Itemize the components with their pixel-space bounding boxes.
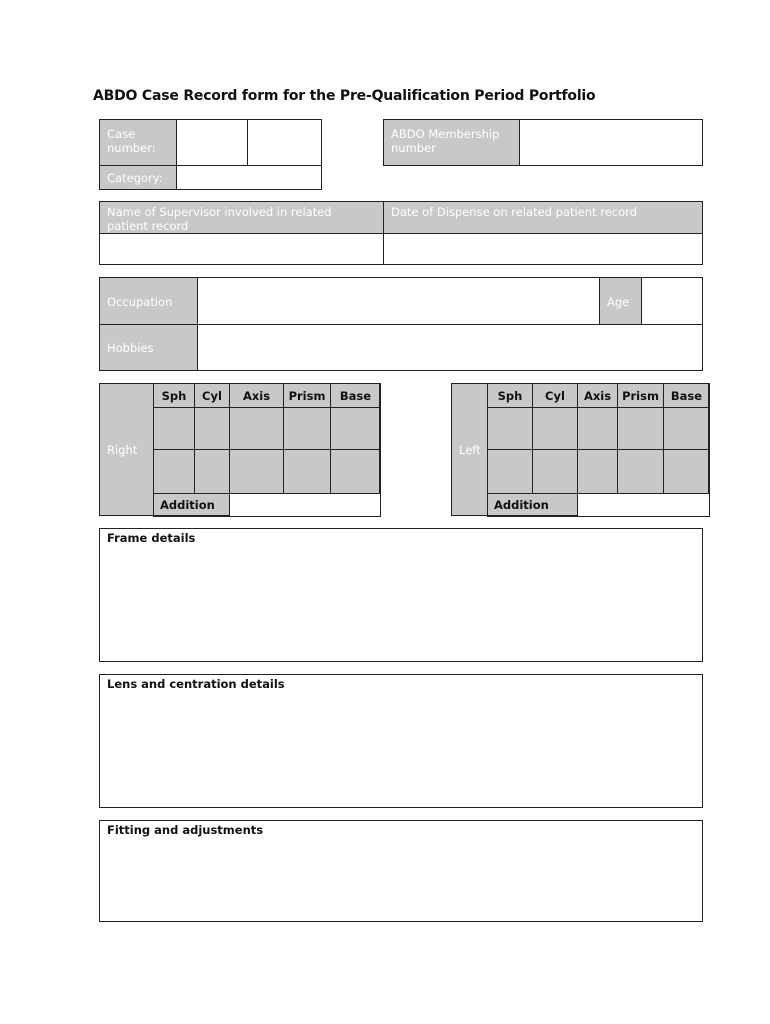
membership-field[interactable] xyxy=(520,120,702,165)
frame-details-box[interactable] xyxy=(99,528,703,662)
right-prism-1[interactable] xyxy=(284,408,331,450)
left-cyl-2[interactable] xyxy=(533,450,578,494)
lens-centration-box[interactable] xyxy=(99,674,703,808)
dispense-date-field[interactable] xyxy=(384,234,702,264)
dispense-label: Date of Dispense on related patient record xyxy=(384,202,702,233)
occupation-field[interactable] xyxy=(198,278,599,324)
left-axis-1[interactable] xyxy=(578,408,618,450)
fitting-adjustments-label: Fitting and adjustments xyxy=(107,823,264,837)
case-number-label: Case number: xyxy=(100,120,176,165)
right-base-2[interactable] xyxy=(331,450,381,494)
left-addition-field[interactable] xyxy=(578,494,710,517)
right-cyl-1[interactable] xyxy=(195,408,230,450)
right-base-1[interactable] xyxy=(331,408,381,450)
hobbies-label: Hobbies xyxy=(100,325,197,370)
occupation-label: Occupation xyxy=(100,278,197,324)
right-addition-field[interactable] xyxy=(230,494,381,517)
col-axis: Axis xyxy=(578,384,618,408)
left-prism-2[interactable] xyxy=(618,450,664,494)
page-title: ABDO Case Record form for the Pre-Qualification Period Portfolio xyxy=(93,88,596,104)
left-eye-label: Left xyxy=(459,443,481,457)
col-cyl: Cyl xyxy=(533,384,578,408)
col-sph: Sph xyxy=(154,384,195,408)
col-base: Base xyxy=(331,384,381,408)
lens-centration-label: Lens and centration details xyxy=(107,677,285,691)
case-number-field-1[interactable] xyxy=(177,120,247,165)
fitting-adjustments-box[interactable] xyxy=(99,820,703,922)
right-prescription-table xyxy=(153,383,381,517)
category-field[interactable] xyxy=(177,166,321,189)
left-base-1[interactable] xyxy=(664,408,710,450)
left-prescription-table xyxy=(487,383,710,517)
col-axis: Axis xyxy=(230,384,284,408)
right-eye-label: Right xyxy=(107,443,138,457)
left-axis-2[interactable] xyxy=(578,450,618,494)
col-prism: Prism xyxy=(618,384,664,408)
left-addition-label: Addition xyxy=(488,494,578,517)
left-sph-2[interactable] xyxy=(488,450,533,494)
age-label: Age xyxy=(600,278,641,324)
right-axis-2[interactable] xyxy=(230,450,284,494)
right-addition-label: Addition xyxy=(154,494,230,517)
col-cyl: Cyl xyxy=(195,384,230,408)
col-base: Base xyxy=(664,384,710,408)
right-sph-2[interactable] xyxy=(154,450,195,494)
left-cyl-1[interactable] xyxy=(533,408,578,450)
supervisor-field[interactable] xyxy=(100,234,383,264)
age-field[interactable] xyxy=(642,278,702,324)
left-base-2[interactable] xyxy=(664,450,710,494)
right-sph-1[interactable] xyxy=(154,408,195,450)
col-sph: Sph xyxy=(488,384,533,408)
supervisor-label: Name of Supervisor involved in related patient record xyxy=(100,202,383,233)
right-axis-1[interactable] xyxy=(230,408,284,450)
frame-details-label: Frame details xyxy=(107,531,196,545)
right-prism-2[interactable] xyxy=(284,450,331,494)
col-prism: Prism xyxy=(284,384,331,408)
left-prism-1[interactable] xyxy=(618,408,664,450)
category-label: Category: xyxy=(100,166,176,189)
membership-label: ABDO Membership number xyxy=(384,120,519,165)
left-sph-1[interactable] xyxy=(488,408,533,450)
case-number-field-2[interactable] xyxy=(248,120,321,165)
hobbies-field[interactable] xyxy=(198,325,702,370)
right-cyl-2[interactable] xyxy=(195,450,230,494)
